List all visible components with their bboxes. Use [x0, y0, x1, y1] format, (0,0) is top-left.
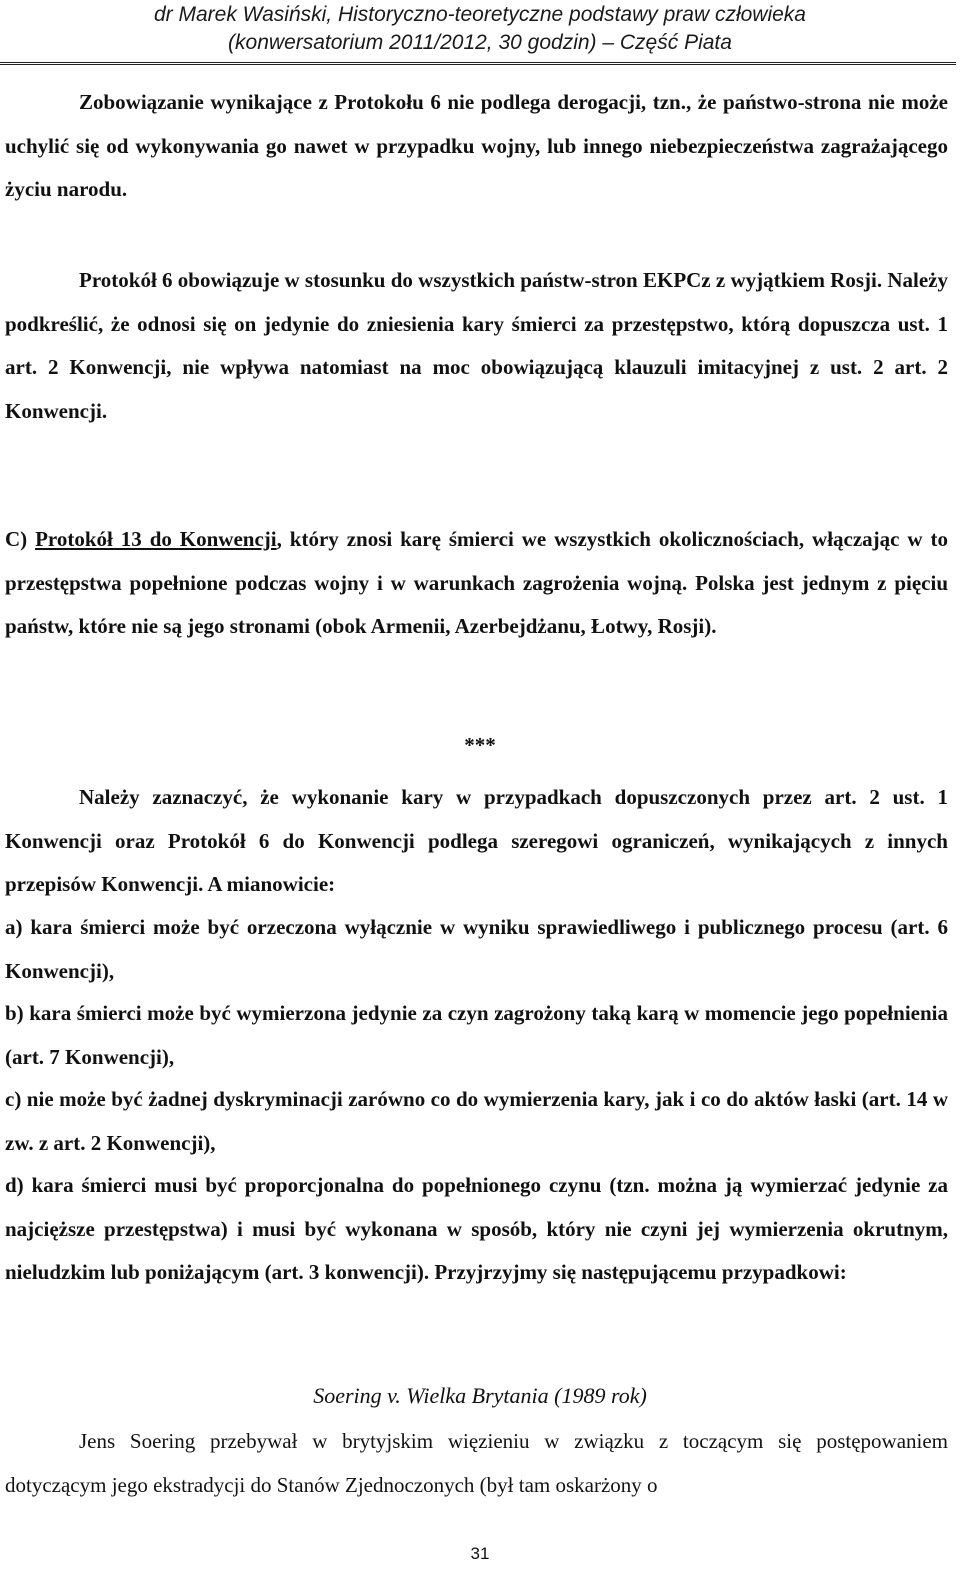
case-title: Soering v. Wielka Brytania (1989 rok) — [313, 1383, 647, 1408]
header-rule — [0, 62, 956, 65]
list-item-b: b) kara śmierci może być wymierzona jedynie za czyn zagrożony taką karą w momencie jego popełnienia (art. 7 Konwencji), — [5, 1001, 948, 1069]
paragraph-protocol-6: Protokół 6 obowiązuje w stosunku do wszystkich państw-stron EKPCz z wyjątkiem Rosji. Należy podkreślić, że odnosi się on jedynie do zniesienia kary śmierci za przestępstwo, którą dopuszcza ust. 1 art. 2 Konwencji, nie wpływa natomiast na moc obowiązującą klauzuli imitacyjnej z ust. 2 art. 2 Konwencji. — [5, 268, 948, 423]
section-separator: *** — [464, 733, 496, 757]
header-line-2: (konwersatorium 2011/2012, 30 godzin) – Część Piata — [228, 31, 732, 54]
paragraph-prefix: C) — [5, 527, 36, 551]
protocol-13-link[interactable]: Protokół 13 do Konwencji — [35, 527, 277, 551]
paragraph-limitations: Należy zaznaczyć, że wykonanie kary w przypadkach dopuszczonych przez art. 2 ust. 1 Konwencji oraz Protokół 6 do Konwencji podlega szeregowi ograniczeń, wynikających z innych przepisów Konwencji. A mianowicie: — [5, 785, 948, 896]
page-number: 31 — [470, 1544, 490, 1563]
paragraph-protocol-13 — [5, 518, 948, 649]
page-header — [0, 0, 960, 62]
paragraph-derogation: Zobowiązanie wynikające z Protokołu 6 nie podlega derogacji, tzn., że państwo-strona nie może uchylić się od wykonywania go nawet w przypadku wojny, lub innego niebezpieczeństwa zagrażającego życiu narodu. — [5, 90, 948, 201]
paragraph-soering: Jens Soering przebywał w brytyjskim więzieniu w związku z toczącym się postępowaniem dotyczącym jego ekstradycji do Stanów Zjednoczonych (był tam oskarżony o — [5, 1429, 948, 1497]
paragraph-protocol-13-rest: , który znosi karę śmierci we wszystkich okolicznościach, włączając w to przestępstwa popełnione podczas wojny i w warunkach zagrożenia wojną. Polska jest jednym z pięciu państw, które nie są jego stronami (obok Armenii, Azerbejdżanu, Łotwy, Rosji). — [5, 527, 948, 638]
list-item-c: c) nie może być żadnej dyskryminacji zarówno co do wymierzenia kary, jak i co do aktów łaski (art. 14 w zw. z art. 2 Konwencji), — [5, 1087, 948, 1155]
list-item-a: a) kara śmierci może być orzeczona wyłącznie w wyniku sprawiedliwego i publicznego procesu (art. 6 Konwencji), — [5, 915, 948, 983]
list-item-d: d) kara śmierci musi być proporcjonalna do popełnionego czynu (tzn. można ją wymierzać jedynie za najcięższe przestępstwa) i musi być wykonana w sposób, który nie czyni jej wymierzenia okrutnym, nieludzkim lub poniżającym (art. 3 konwencji). Przyjrzyjmy się następującemu przypadkowi: — [5, 1173, 948, 1284]
header-line-1: dr Marek Wasiński, Historyczno-teoretyczne podstawy praw człowieka — [153, 3, 806, 26]
